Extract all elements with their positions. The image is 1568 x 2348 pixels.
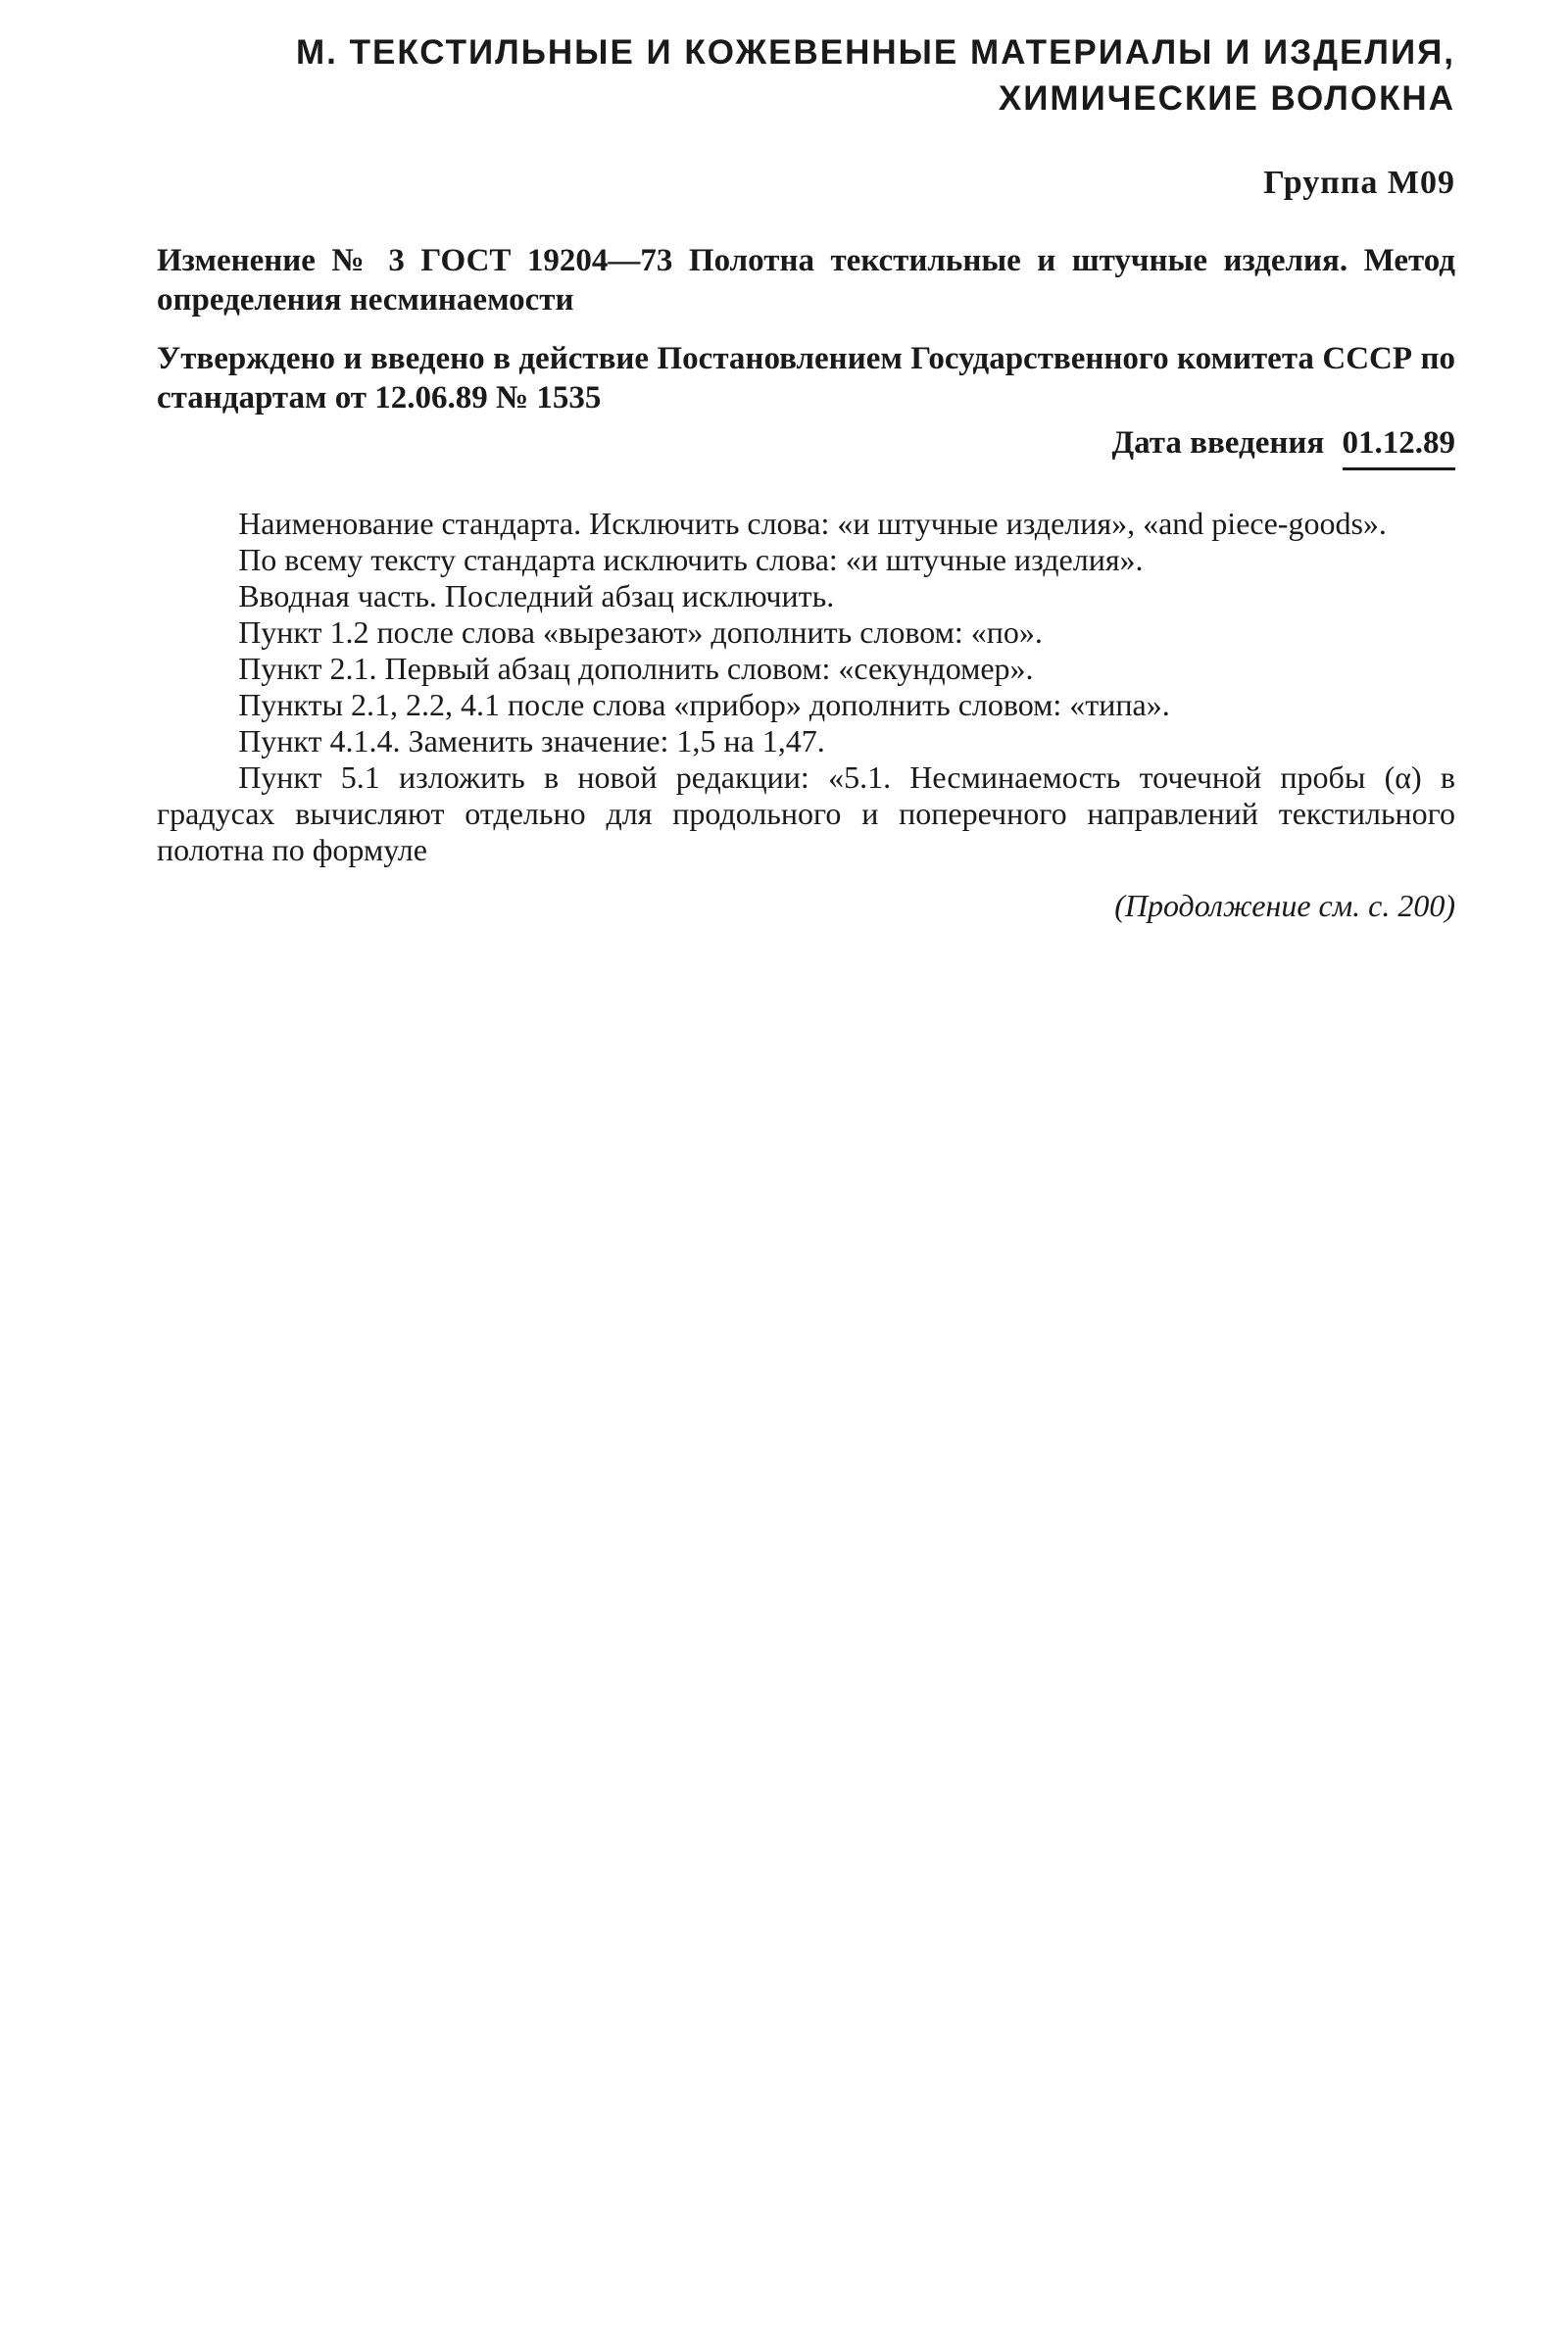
section-header bbox=[157, 29, 1455, 122]
amendment-paragraph: Пункт 4.1.4. Заменить значение: 1,5 на 1,47. bbox=[238, 723, 825, 758]
amendment-paragraph: По всему тексту стандарта исключить слова: «и штучные изделия». bbox=[238, 542, 1144, 577]
introduction-date-label: Дата введения bbox=[1111, 425, 1325, 461]
introduction-date bbox=[157, 425, 1455, 470]
amendment-paragraph: Пункт 2.1. Первый абзац дополнить словом: «секундомер». bbox=[238, 651, 1034, 686]
amendment-paragraph: Пункт 1.2 после слова «вырезают» дополнить словом: «по». bbox=[238, 614, 1043, 650]
group-code: Группа М09 bbox=[1263, 165, 1455, 201]
approval-statement: Утверждено и введено в действие Постановлением Государственного комитета СССР по стандартам от 12.06.89 № 1535 bbox=[157, 341, 1455, 416]
amendment-paragraph: Пункт 5.1 изложить в новой редакции: «5.1. Несминаемость точечной пробы (α) в градусах вычисляют отдельно для продольного и поперечного направлений текстильного полотна по формуле bbox=[157, 759, 1455, 867]
continuation-note: (Продолжение см. с. 200) bbox=[1114, 888, 1455, 923]
introduction-date-value: 01.12.89 bbox=[1343, 425, 1456, 470]
document-page bbox=[157, 29, 1455, 924]
amendment-paragraph: Пункты 2.1, 2.2, 4.1 после слова «прибор» дополнить словом: «типа». bbox=[238, 687, 1170, 722]
section-header-line-1: М. ТЕКСТИЛЬНЫЕ И КОЖЕВЕННЫЕ МАТЕРИАЛЫ И ИЗДЕЛИЯ, bbox=[296, 33, 1455, 72]
amendment-paragraph: Вводная часть. Последний абзац исключить. bbox=[238, 578, 835, 613]
amendment-paragraph: Наименование стандарта. Исключить слова: «и штучные изделия», «and piece-goods». bbox=[238, 506, 1387, 541]
amendment-text bbox=[157, 506, 1455, 868]
change-title: Изменение № 3 ГОСТ 19204—73 Полотна текстильные и штучные изделия. Метод определения несминаемости bbox=[157, 243, 1455, 318]
section-header-line-2: ХИМИЧЕСКИЕ ВОЛОКНА bbox=[998, 79, 1455, 118]
